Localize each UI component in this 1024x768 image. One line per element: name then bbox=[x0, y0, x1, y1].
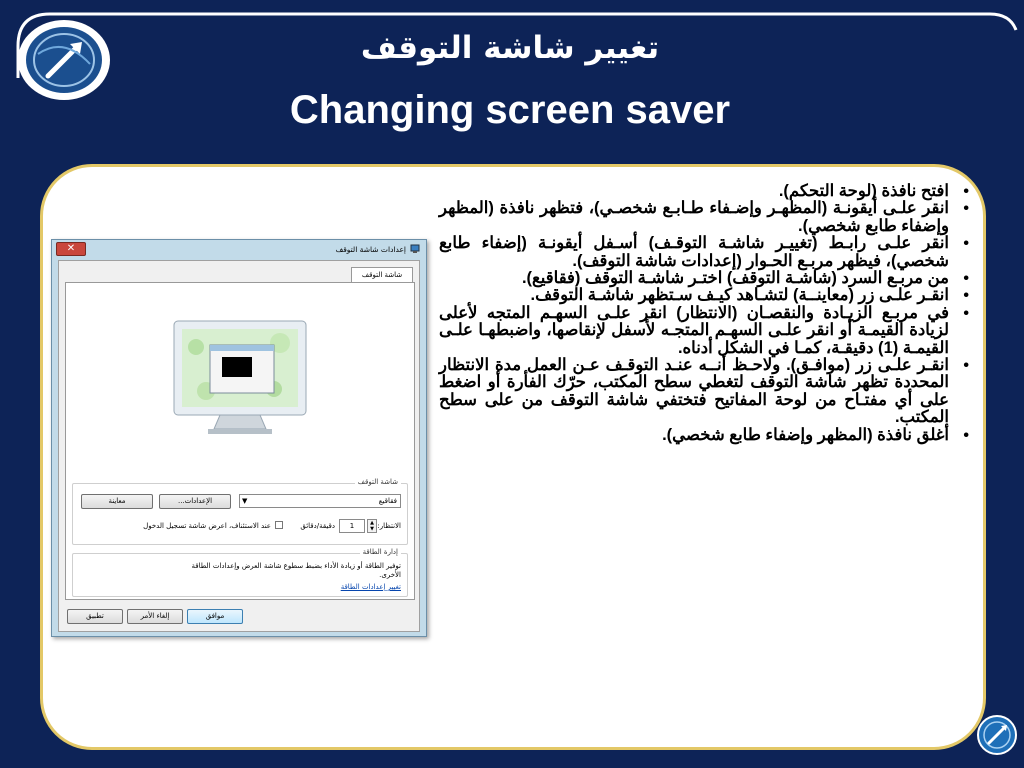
dialog-title-bar bbox=[52, 240, 426, 258]
tab-screensaver[interactable]: شاشة التوقف bbox=[351, 267, 413, 283]
power-group-label: إدارة الطاقة bbox=[360, 548, 401, 556]
chevron-down-icon: ▼ bbox=[242, 497, 248, 505]
minutes-label: دقيقة/دقائق bbox=[300, 522, 335, 530]
change-power-settings-link[interactable]: تغيير إعدادات الطاقة bbox=[340, 583, 401, 591]
tab-page bbox=[65, 282, 415, 600]
screensaver-settings-dialog bbox=[51, 239, 427, 637]
list-item: • انقر علـى أيقونـة (المظهـر وإضـفاء طـابـع شخصـي)، فتظهر نافذة (المظهر وإضفاء طابع شخصي). bbox=[439, 200, 971, 235]
dialog-title: إعدادات شاشة التوقف bbox=[335, 244, 406, 254]
wait-value: 1 bbox=[349, 522, 355, 530]
monitor-icon bbox=[410, 244, 420, 254]
power-description-line2: الأخرى. bbox=[379, 571, 401, 579]
close-button[interactable]: ✕ bbox=[56, 242, 86, 256]
logo-icon bbox=[8, 18, 112, 102]
list-item: • انقـر علـى زر (معاينــة) لتشـاهد كيـف سـتظهر شاشـة التوقف. bbox=[439, 287, 971, 304]
ok-button[interactable]: موافق bbox=[187, 609, 243, 624]
wait-label: الانتظار: bbox=[377, 522, 401, 530]
screensaver-group-label: شاشة التوقف bbox=[355, 478, 401, 486]
screensaver-select[interactable] bbox=[239, 494, 401, 508]
content-panel bbox=[40, 164, 986, 750]
apply-button[interactable]: تطبيق bbox=[67, 609, 123, 624]
list-item: • أغلق نافذة (المظهر وإضفاء طابع شخصي). bbox=[439, 427, 971, 444]
preview-button[interactable]: معاينة bbox=[81, 494, 153, 509]
screensaver-select-value: فقاقيع bbox=[378, 497, 397, 505]
slide-title-english: Changing screen saver bbox=[289, 88, 731, 132]
list-item: • في مربـع الزيـادة والنقصـان (الانتظار) انقر علـى السهـم المتجه لأعلى لزيادة القيمـة أو انقر علـى السهـم المتجـه لأسفل لإنقاصها، واضبطهـا علـى القيمـة (1) دقيقـة، كمـا في الشكل أدناه. bbox=[439, 305, 971, 357]
list-item: • انقـر علـى زر (موافـق). ولاحـظ أنــه عنـد التوقـف عـن العمل مدة الانتظار المحددة تظهر شاشة التوقف لتغطي سطح المكتب، حرّك الفأرة أو اضغط على أي مفتـاح من لوحة المفاتيح فتختفي شاشة التوقف من على سطح المكتب. bbox=[439, 357, 971, 427]
wait-stepper[interactable]: ▲ ▼ bbox=[367, 519, 377, 533]
power-management-group bbox=[72, 548, 408, 597]
resume-login-checkbox[interactable] bbox=[275, 521, 283, 529]
power-description-line1: توفير الطاقة أو زيادة الأداء بضبط سطوع شاشة العرض وإعدادات الطاقة bbox=[191, 562, 401, 570]
footer-logo-icon bbox=[976, 714, 1018, 756]
resume-login-label: عند الاستئناف، اعرض شاشة تسجيل الدخول bbox=[143, 522, 271, 530]
dialog-body bbox=[58, 260, 420, 632]
list-item: • من مربـع السرد (شاشـة التوقف) اختـر شاشـة التوقف (فقاقيع). bbox=[439, 270, 971, 287]
cancel-button[interactable]: إلغاء الأمر bbox=[127, 609, 183, 624]
screensaver-group bbox=[72, 478, 408, 545]
monitor-preview-icon bbox=[170, 317, 310, 437]
slide-title-arabic: تغيير شاشة التوقف bbox=[360, 30, 660, 66]
list-item: • انقر علـى رابـط (تغييـر شاشـة التوقـف) أسـفل أيقونـة (إضفاء طابع شخصي)، فيظهر مربـع الحـوار (إعدادات شاشة التوقف). bbox=[439, 235, 971, 270]
wait-minutes-input[interactable] bbox=[339, 519, 365, 533]
settings-button[interactable]: الإعدادات... bbox=[159, 494, 231, 509]
instruction-list bbox=[439, 183, 971, 444]
list-item: • افتح نافذة (لوحة التحكم). bbox=[439, 183, 971, 200]
